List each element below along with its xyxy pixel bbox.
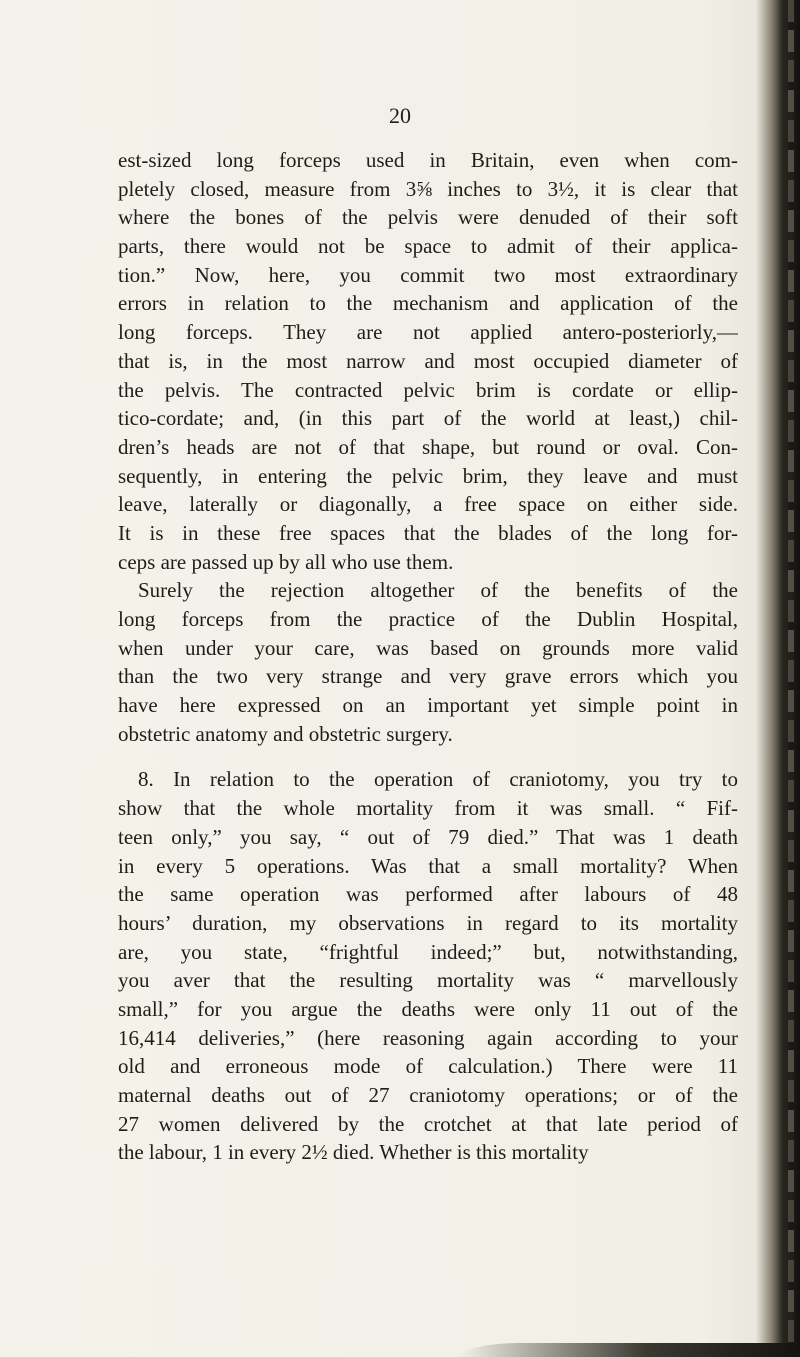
bottom-edge-shadow [460,1343,800,1357]
text-line: 16,414 deliveries,” (here reasoning again according to your [118,1025,738,1050]
text-line: It is in these free spaces that the blades of the long for- [118,520,738,545]
text-line: you aver that the resulting mortality was “ marvellously [118,968,738,993]
text-line: obstetric anatomy and obstetric surgery. [118,721,453,746]
text-line: tico-cordate; and, (in this part of the world at least,) chil- [118,406,738,431]
text-line: small,” for you argue the deaths were only 11 out of the [118,996,738,1021]
text-line: sequently, in entering the pelvic brim, they leave and must [118,463,738,488]
text-line: are, you state, “frightful indeed;” but, notwithstanding, [118,939,738,964]
text-line: than the two very strange and very grave errors which you [118,664,738,689]
text-line: have here expressed on an important yet simple point in [118,693,738,718]
text-line: long forceps. They are not applied antero-posteriorly,— [118,320,738,345]
text-line: maternal deaths out of 27 craniotomy operations; or of the [118,1083,738,1107]
text-line: when under your care, was based on grounds more valid [118,635,738,660]
text-line: leave, laterally or diagonally, a free space on either side. [118,492,738,517]
text-line: hours’ duration, my observations in regard to its mortality [118,910,738,935]
paragraph-start-line: 8. In relation to the operation of craniotomy, you try to [138,767,738,792]
paragraph-start-line: Surely the rejection altogether of the benefits of the [138,578,738,603]
text-line: long forceps from the practice of the Dublin Hospital, [118,607,738,631]
text-line: est-sized long forceps used in Britain, even when com- [118,148,738,172]
text-line: parts, there would not be space to admit of their applica- [118,234,738,259]
page-edge-shadow [756,0,800,1357]
text-line: 27 women delivered by the crotchet at that late period of [118,1111,738,1136]
text-line: in every 5 operations. Was that a small mortality? When [118,853,738,878]
text-line: errors in relation to the mechanism and application of the [118,291,738,316]
body-text [118,146,738,1167]
text-line: the pelvis. The contracted pelvic brim is cordate or ellip- [118,377,738,402]
text-line: old and erroneous mode of calculation.) There were 11 [118,1054,738,1079]
text-line: that is, in the most narrow and most occupied diameter of [118,348,738,373]
text-line: ceps are passed up by all who use them. [118,549,454,574]
text-line: tion.” Now, here, you commit two most extraordinary [118,262,738,287]
text-line: show that the whole mortality from it was small. “ Fif- [118,796,738,821]
text-line: the same operation was performed after labours of 48 [118,882,738,907]
text-line: dren’s heads are not of that shape, but round or oval. Con- [118,434,738,459]
text-line: teen only,” you say, “ out of 79 died.” That was 1 death [118,824,738,849]
text-line: where the bones of the pelvis were denuded of their soft [118,205,738,230]
page-number: 20 [389,103,411,128]
text-line: the labour, 1 in every 2½ died. Whether is this mortality [118,1140,589,1165]
text-line: pletely closed, measure from 3⅝ inches to 3½, it is clear that [118,176,738,201]
